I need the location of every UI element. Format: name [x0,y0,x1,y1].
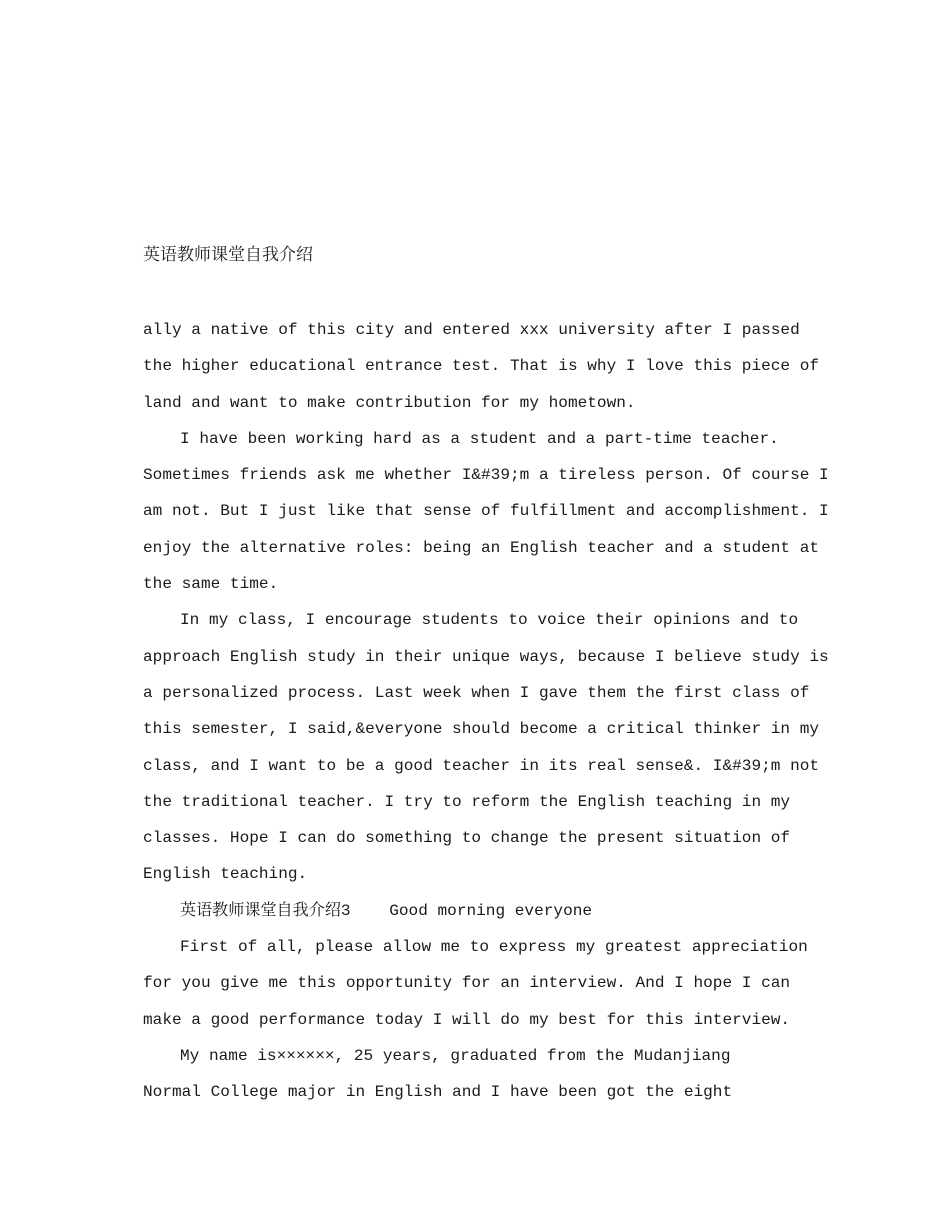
text-line: English teaching. [143,865,308,884]
text-line: I have been working hard as a student and a part-time teacher. [180,429,779,448]
text-line: classes. Hope I can do something to change the present situation of [143,829,791,848]
text-line: for you give me this opportunity for an interview. And I hope I can [143,974,791,993]
text-line: this semester, I said,&everyone should become a critical thinker in my [143,720,820,739]
text-line: make a good performance today I will do my best for this interview. [143,1010,791,1029]
text-line: a personalized process. Last week when I gave them the first class of [143,683,810,702]
section-heading-line: 英语教师课堂自我介绍3 Good morning everyone [180,901,593,920]
text-line: the same time. [143,575,279,594]
text-line: In my class, I encourage students to voice their opinions and to [180,611,799,630]
text-line: Normal College major in English and I have been got the eight [143,1083,733,1102]
text-line: approach English study in their unique ways, because I believe study is [143,647,829,666]
text-line: First of all, please allow me to express my greatest appreciation [180,938,808,957]
text-line: Sometimes friends ask me whether I&#39;m a tireless person. Of course I [143,466,829,485]
text-line: class, and I want to be a good teacher in its real sense&. I&#39;m not [143,756,820,775]
text-line: My name is××××××, 25 years, graduated from the Mudanjiang [180,1046,731,1065]
document-title: 英语教师课堂自我介绍 [143,245,313,265]
text-line: the traditional teacher. I try to reform the English teaching in my [143,792,791,811]
document-body [143,312,829,1111]
text-line: am not. But I just like that sense of fulfillment and accomplishment. I [143,502,829,521]
text-line: the higher educational entrance test. That is why I love this piece of [143,357,820,376]
text-line: land and want to make contribution for my hometown. [143,393,636,412]
text-line: enjoy the alternative roles: being an English teacher and a student at [143,538,820,557]
text-line: ally a native of this city and entered xxx university after I passed [143,321,800,339]
